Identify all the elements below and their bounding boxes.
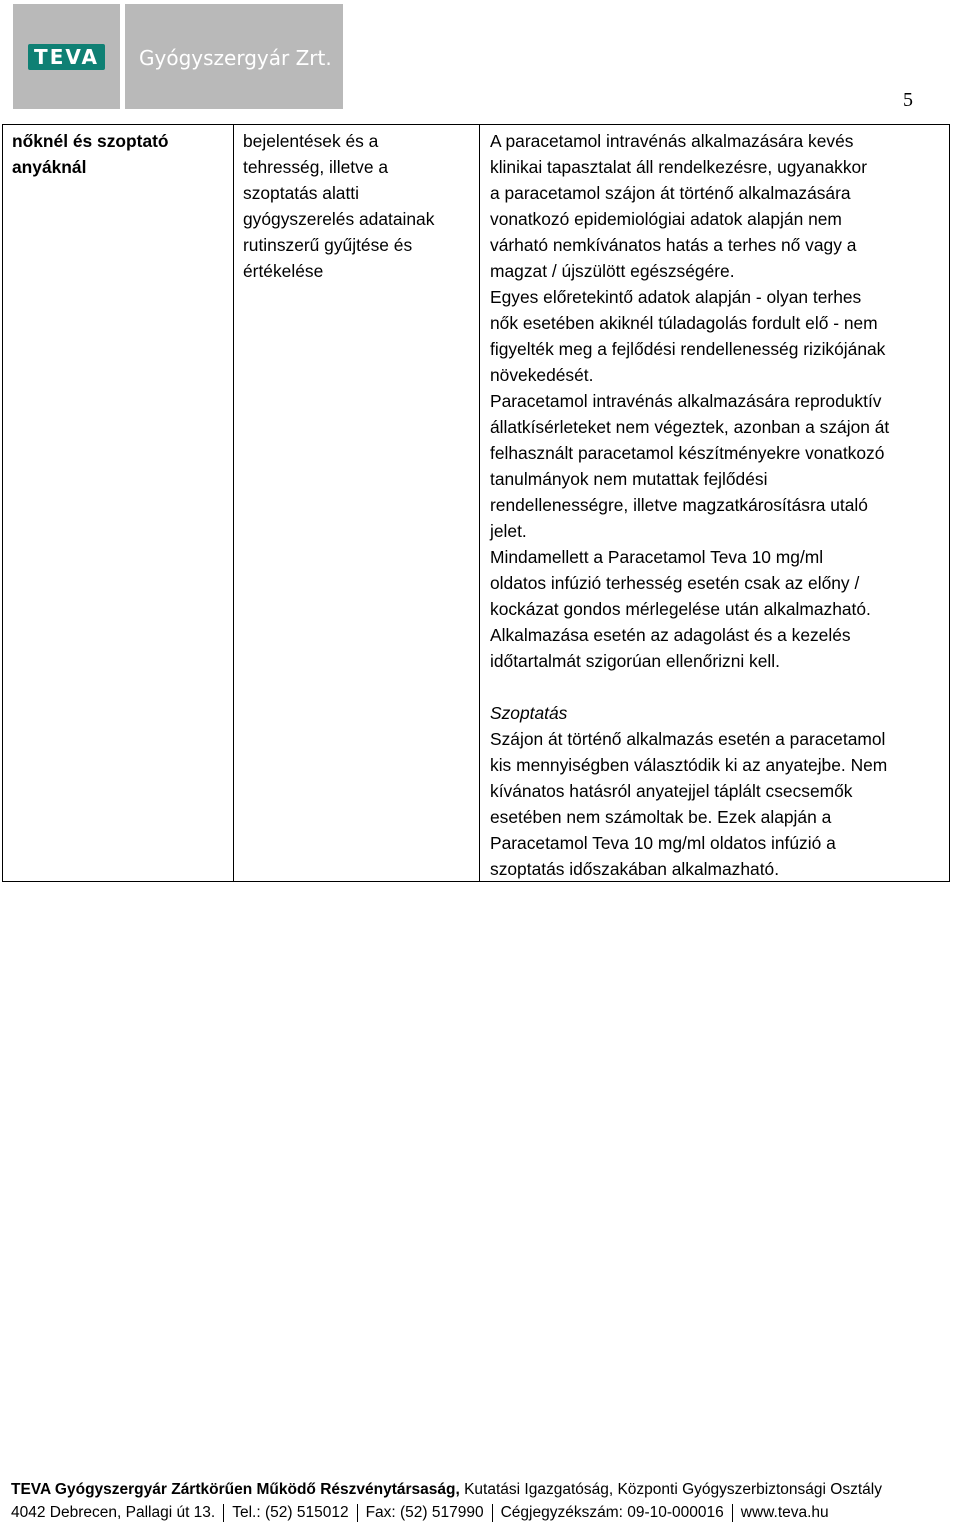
breastfeeding-heading: Szoptatás [490, 703, 568, 723]
footer-registry: Cégjegyzékszám: 09-10-000016 [500, 1504, 724, 1521]
pregnancy-text-line: állatkísérleteket nem végeztek, azonban a szájon át [490, 417, 890, 437]
pregnancy-text-line: várható nemkívánatos hatás a terhes nő vagy a [490, 235, 857, 255]
breastfeeding-line: Paracetamol Teva 10 mg/ml oldatos infúzió a [490, 833, 836, 853]
footer-separator [357, 1504, 358, 1522]
footer-company-line [11, 1481, 882, 1499]
pregnancy-text-line: nők esetében akiknél túladagolás fordult elő - nem [490, 313, 878, 333]
pregnancy-text-line: klinikai tapasztalat áll rendelkezésre, ugyanakkor [490, 157, 867, 177]
pregnancy-text-line: oldatos infúzió terhesség esetén csak az előny / [490, 573, 860, 593]
breastfeeding-line: kívánatos hatásról anyatejjel táplált csecsemők [490, 781, 853, 801]
breastfeeding-line: kis mennyiségben választódik ki az anyatejbe. Nem [490, 755, 888, 775]
activity-line: értékelése [243, 261, 324, 281]
activity-cell [243, 128, 434, 284]
pregnancy-text-line: Egyes előretekintő adatok alapján - olyan terhes [490, 287, 862, 307]
pregnancy-text-line: tanulmányok nem mutattak fejlődési [490, 469, 768, 489]
pregnancy-text-line: vonatkozó epidemiológiai adatok alapján nem [490, 209, 842, 229]
footer-separator [732, 1504, 733, 1522]
footer-tel: Tel.: (52) 515012 [232, 1504, 349, 1521]
section-label-line: nőknél és szoptató [12, 131, 169, 151]
pregnancy-text-line: időtartalmát szigorúan ellenőrizni kell. [490, 651, 780, 671]
footer-separator [492, 1504, 493, 1522]
activity-line: rutinszerű gyűjtése és [243, 235, 413, 255]
pregnancy-text-line: kockázat gondos mérlegelése után alkalmazható. [490, 599, 871, 619]
content-table [2, 124, 950, 882]
pregnancy-text-line: A paracetamol intravénás alkalmazására kevés [490, 131, 854, 151]
activity-line: gyógyszerelés adatainak [243, 209, 435, 229]
footer-contact-line [11, 1504, 829, 1522]
pregnancy-text-line: növekedését. [490, 365, 594, 385]
activity-line: tehresség, illetve a [243, 157, 389, 177]
breastfeeding-line: esetében nem számoltak be. Ezek alapján a [490, 807, 832, 827]
page-number: 5 [903, 89, 913, 111]
pregnancy-text-line: magzat / újszülött egészségére. [490, 261, 735, 281]
footer-website-link[interactable]: www.teva.hu [740, 1504, 829, 1521]
breastfeeding-line: Szájon át történő alkalmazás esetén a paracetamol [490, 729, 886, 749]
activity-line: szoptatás alatti [243, 183, 360, 203]
pregnancy-text-line: rendellenességre, illetve magzatkárosításra utaló [490, 495, 868, 515]
pregnancy-text-line: figyelték meg a fejlődési rendellenesség rizikójának [490, 339, 886, 359]
pregnancy-text-line: a paracetamol szájon át történő alkalmazására [490, 183, 851, 203]
breastfeeding-line: szoptatás időszakában alkalmazható. [490, 859, 780, 879]
pregnancy-text-line: felhasznált paracetamol készítményekre vonatkozó [490, 443, 885, 463]
company-name: Gyógyszergyár Zrt. [139, 46, 332, 70]
pregnancy-text-line: Paracetamol intravénás alkalmazására reproduktív [490, 391, 882, 411]
activity-line: bejelentések és a [243, 131, 379, 151]
footer-fax: Fax: (52) 517990 [365, 1504, 484, 1521]
footer-separator [223, 1504, 224, 1522]
footer-company-name: TEVA Gyógyszergyár Zártkörűen Működő Részvénytársaság, [11, 1481, 460, 1498]
column-divider [479, 125, 480, 881]
teva-logo: TEVA [28, 44, 105, 70]
footer-department: Kutatási Igazgatóság, Központi Gyógyszerbiztonsági Osztály [459, 1481, 882, 1498]
section-label-line: anyáknál [12, 157, 87, 177]
logo-block [13, 4, 120, 109]
footer-address: 4042 Debrecen, Pallagi út 13. [11, 1504, 216, 1521]
pregnancy-text-line: Mindamellett a Paracetamol Teva 10 mg/ml [490, 547, 824, 567]
section-label-cell [12, 128, 169, 180]
company-header-block [125, 4, 343, 109]
pregnancy-text-line: jelet. [490, 521, 527, 541]
column-divider [233, 125, 234, 881]
pregnancy-text-line: Alkalmazása esetén az adagolást és a kezelés [490, 625, 851, 645]
breastfeeding-section [490, 700, 887, 882]
pregnancy-text-cell [490, 128, 889, 674]
